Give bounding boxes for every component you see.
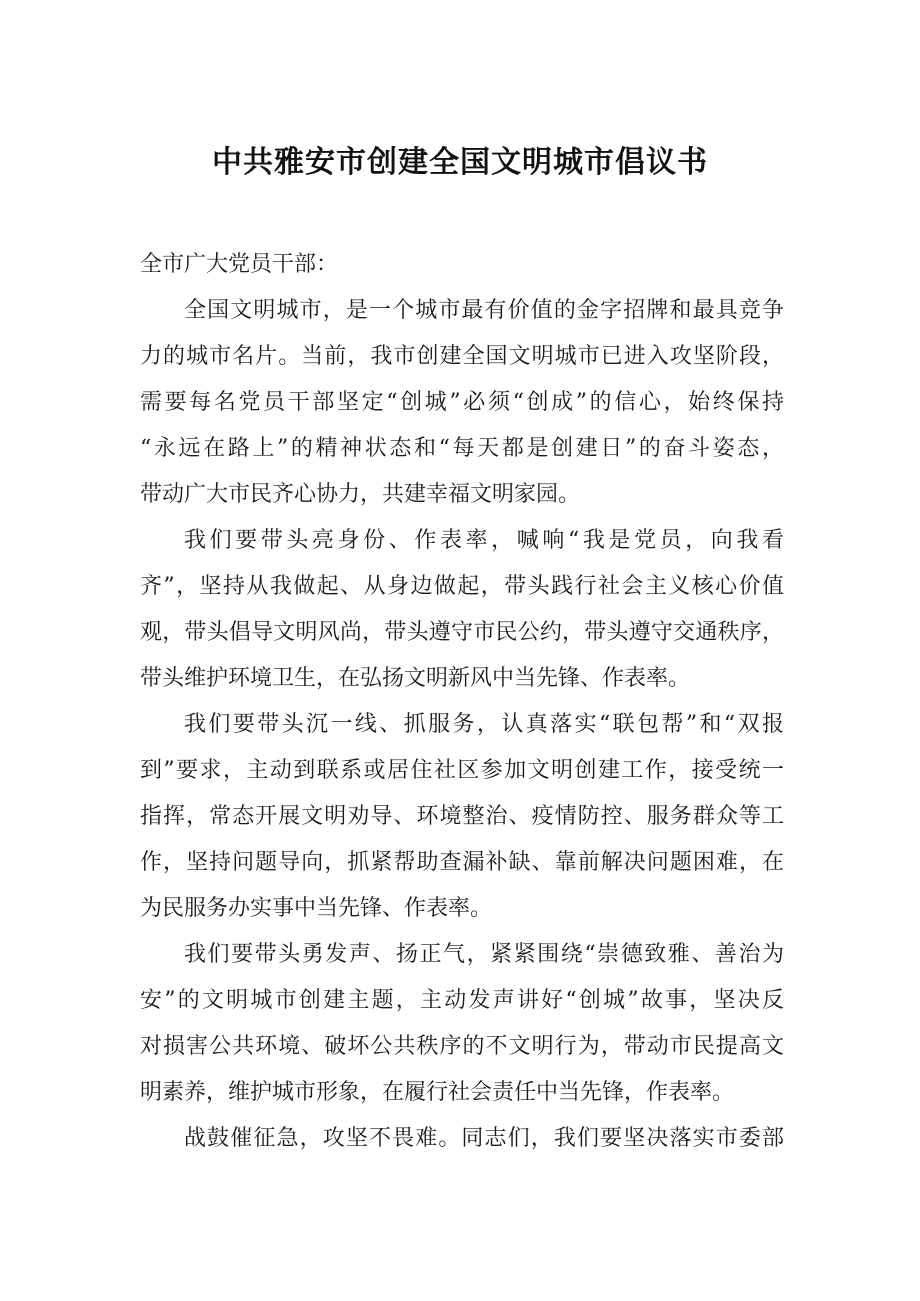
paragraph	[140, 518, 784, 702]
paragraph-line: 齐”，坚持从我做起、从身边做起，带头践行社会主义核心价值	[140, 574, 784, 599]
document-body	[140, 242, 784, 1162]
paragraph	[140, 702, 784, 932]
paragraph-line: 指挥，常态开展文明劝导、环境整治、疫情防控、服务群众等工	[140, 804, 784, 829]
paragraph-line: 安”的文明城市创建主题，主动发声讲好“创城”故事，坚决反	[140, 988, 784, 1013]
paragraph-line: 我们要带头勇发声、扬正气，紧紧围绕“崇德致雅、善治为	[184, 942, 784, 967]
paragraph-line: 为民服务办实事中当先锋、作表率。	[140, 896, 493, 921]
paragraph-line: 作，坚持问题导向，抓紧帮助查漏补缺、靠前解决问题困难，在	[140, 850, 784, 875]
paragraph-line: 带动广大市民齐心协力，共建幸福文明家园。	[140, 482, 581, 507]
paragraph-line: 到”要求，主动到联系或居住社区参加文明创建工作，接受统一	[140, 758, 784, 783]
paragraph	[140, 288, 784, 518]
paragraph-line: 战鼓催征急，攻坚不畏难。同志们，我们要坚决落实市委部	[184, 1126, 784, 1151]
paragraph-line: 观，带头倡导文明风尚，带头遵守市民公约，带头遵守交通秩序，	[140, 620, 784, 645]
salutation: 全市广大党员干部：	[140, 252, 339, 277]
paragraph-line: 对损害公共环境、破坏公共秩序的不文明行为，带动市民提高文	[140, 1034, 784, 1059]
paragraph-line: 明素养，维护城市形象，在履行社会责任中当先锋，作表率。	[140, 1080, 735, 1105]
paragraph-line: 我们要带头亮身份、作表率，喊响“我是党员，向我看	[184, 528, 784, 553]
paragraph	[140, 1116, 784, 1162]
paragraph-line: 我们要带头沉一线、抓服务，认真落实“联包帮”和“双报	[184, 712, 784, 737]
paragraph	[140, 932, 784, 1116]
paragraph-line: 带头维护环境卫生，在弘扬文明新风中当先锋、作表率。	[140, 666, 691, 691]
paragraph-line: 需要每名党员干部坚定“创城”必须“创成”的信心，始终保持	[140, 390, 784, 415]
document-title: 中共雅安市创建全国文明城市倡议书	[212, 145, 708, 180]
paragraph-line: 力的城市名片。当前，我市创建全国文明城市已进入攻坚阶段，	[140, 344, 784, 369]
paragraph-line: “永远在路上”的精神状态和“每天都是创建日”的奋斗姿态，	[140, 436, 784, 461]
paragraph-line: 全国文明城市，是一个城市最有价值的金字招牌和最具竞争	[184, 298, 784, 323]
